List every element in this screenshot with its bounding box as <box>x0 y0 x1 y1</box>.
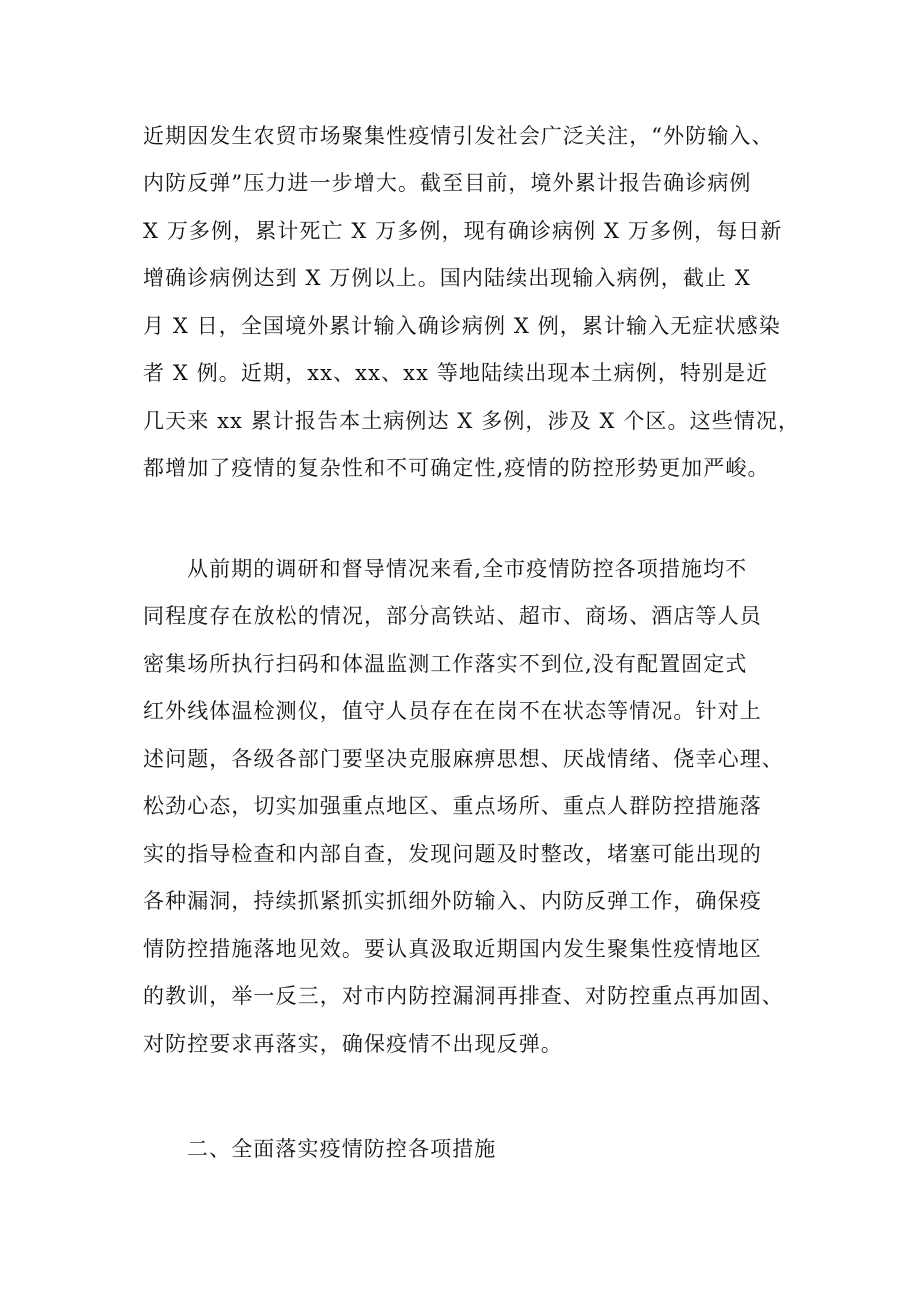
section-heading: 二、全面落实疫情防控各项措施 <box>187 1137 497 1161</box>
text-line: 述问题，各级各部门要坚决克服麻痹思想、厌战情绪、侥幸心理、 <box>143 747 784 771</box>
text-line: 松劲心态，切实加强重点地区、重点场所、重点人群防控措施落 <box>143 794 762 818</box>
text-line: 内防反弹”压力进一步增大。截至目前，境外累计报告确诊病例 <box>143 171 752 195</box>
text-line: 都增加了疫情的复杂性和不可确定性,疫情的防控形势更加严峻。 <box>143 456 770 480</box>
text-line: X 万多例，累计死亡 X 万多例，现有确诊病例 X 万多例，每日新 <box>143 219 783 243</box>
text-line: 情防控措施落地见效。要认真汲取近期国内发生聚集性疫情地区 <box>143 937 762 961</box>
text-line: 实的指导检查和内部自查，发现问题及时整改，堵塞可能出现的 <box>143 842 762 866</box>
text-line: 红外线体温检测仪，值守人员存在在岗不在状态等情况。针对上 <box>143 699 762 723</box>
text-line: 者 X 例。近期，xx、xx、xx 等地陆续出现本土病例，特别是近 <box>143 361 769 385</box>
text-line: 几天来 xx 累计报告本土病例达 X 多例，涉及 X 个区。这些情况， <box>143 409 801 433</box>
text-line: 近期因发生农贸市场聚集性疫情引发社会广泛关注，“外防输入、 <box>143 124 774 148</box>
text-line: 从前期的调研和督导情况来看,全市疫情防控各项措施均不 <box>187 557 748 581</box>
text-line: 同程度存在放松的情况，部分高铁站、超市、商场、酒店等人员 <box>143 604 762 628</box>
text-line: 增确诊病例达到 X 万例以上。国内陆续出现输入病例，截止 X <box>143 266 751 290</box>
text-line: 的教训，举一反三，对市内防控漏洞再排查、对防控重点再加固、 <box>143 984 784 1008</box>
text-line: 对防控要求再落实，确保疫情不出现反弹。 <box>143 1032 563 1056</box>
text-line: 密集场所执行扫码和体温监测工作落实不到位,没有配置固定式 <box>143 652 748 676</box>
text-line: 各种漏洞，持续抓紧抓实抓细外防输入、内防反弹工作，确保疫 <box>143 889 762 913</box>
text-line: 月 X 日，全国境外累计输入确诊病例 X 例，累计输入无症状感染 <box>143 314 781 338</box>
